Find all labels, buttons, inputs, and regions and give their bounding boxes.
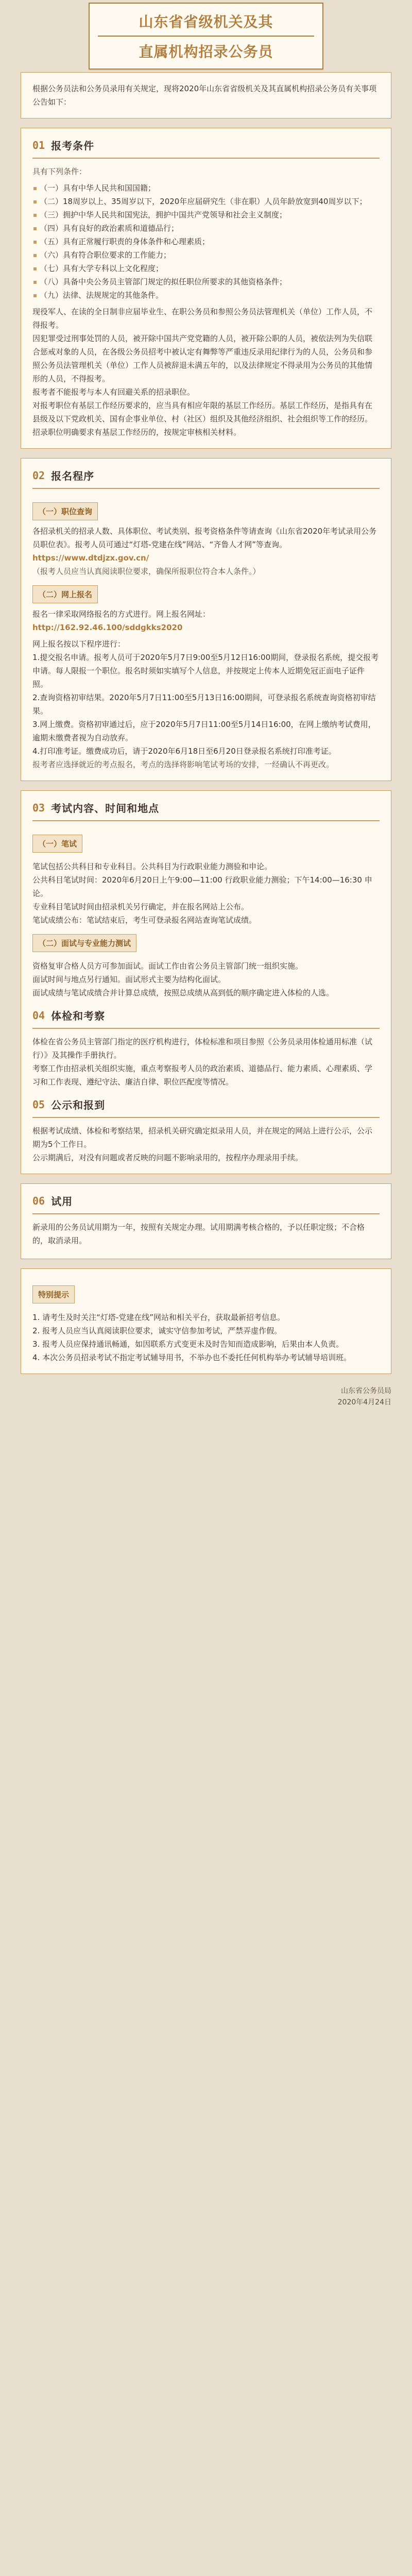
header-line2: 直属机构招录公务员 [139,43,273,60]
header [0,0,412,72]
section4-num: 04 [32,1009,45,1022]
bottom-spacer [0,1408,412,1429]
condition-5: （五）具有正常履行职责的身体条件和心理素质； [40,235,380,248]
section6-text: 新录用的公务员试用期为一年，按照有关规定办理。试用期满考核合格的，予以任职定级；不合格的，取消录用。 [32,1223,365,1245]
section4-texts [32,1035,380,1089]
section3 [21,790,391,1174]
section3-sub2: （二）面试与专业能力测试 [32,934,136,952]
section4-title: 体检和考察 [51,1010,106,1022]
s3-sub2-text-0: 资格复审合格人员方可参加面试。面试工作由省公务员主管部门统一组织实施。 [32,961,303,971]
s4-text-0: 体检在省公务员主管部门指定的医疗机构进行，体检标准和项目参照《公务员录用体检通用标准（试行）》及其操作手册执行。 [32,1037,373,1060]
s3-sub1-text-2: 专业科目笔试时间由招录机关另行确定，并在报名网站上公布。 [32,902,249,911]
section1-num: 01 [32,139,45,151]
sub2-line-0: 网上报名按以下程序进行： [32,639,126,649]
section5-head [32,1097,380,1118]
section1 [21,128,391,449]
section2-title: 报名程序 [51,470,95,482]
condition-7: （七）具有大学专科以上文化程度； [40,262,380,275]
s5-text-1: 公示期满后，对没有问题或者反映的问题不影响录用的，按程序办理录用手续。 [32,1153,303,1162]
section3-head [32,800,380,821]
section5-title: 公示和报到 [51,1099,106,1111]
special-item-0: 1. 请考生及时关注“灯塔-党建在线”网站和相关平台，获取最新招考信息。 [32,1313,285,1322]
section2-sub2: （二）网上报名 [32,585,98,603]
section2 [21,458,391,781]
section2-sub2-lines [32,637,380,758]
special-title: 特别提示 [32,1285,75,1303]
header-line1: 山东省省级机关及其 [139,13,273,30]
section2-sub1: （一）职位查询 [32,502,98,520]
s5-text-0: 根据考试成绩、体检和考察结果，招录机关研究确定拟录用人员，并在规定的网站上进行公示，公示期为5个工作日。 [32,1126,373,1149]
section2-head [32,468,380,489]
section1-title: 报考条件 [51,140,95,152]
title-divider [98,36,314,37]
section2-sub2-site[interactable]: http://162.92.46.100/sddgkks2020 [32,623,183,632]
section1-paras [32,305,380,439]
intro-text: 根据公务员法和公务员录用有关规定，现将2020年山东省省级机关及其直属机构招录公务员有关事项公告如下： [32,84,377,107]
signature [338,1385,391,1408]
section3-title: 考试内容、时间和地点 [51,802,160,815]
section1-conditions [32,181,380,302]
condition-8: （八）具备中央公务员主管部门规定的拟任职位所要求的其他资格条件； [40,275,380,289]
section1-para-5: 招录职位明确要求有基层工作经历的，按规定审核相关材料。 [32,428,242,437]
section3-sub2-texts [32,959,380,999]
special-tips [21,1268,391,1374]
section1-para-1: 现役军人、在读的全日制非应届毕业生、在职公务员和参照公务员法管理机关（单位）工作人员，不得报考。 [32,307,373,330]
section3-sub1-texts [32,860,380,927]
section5-texts [32,1124,380,1164]
s3-sub2-text-1: 面试时间与地点另行通知。面试形式主要为结构化面试。 [32,975,226,984]
section4-head [32,1008,380,1029]
title-box [89,3,323,70]
s4-text-1: 考察工作由招录机关组织实施，重点考察报考人员的政治素质、道德品行、能力素质、心理素质、学习和工作表现、遵纪守法、廉洁自律、职位匹配度等情况。 [32,1064,373,1087]
footer-org: 山东省公务员局 [341,1387,391,1395]
s3-sub1-text-3: 笔试成绩公布：笔试结束后，考生可登录报名网站查询笔试成绩。 [32,916,257,925]
special-item-1: 2. 报考人员应当认真阅读职位要求，诚实守信参加考试，严禁弄虚作假。 [32,1326,282,1335]
intro [21,72,391,118]
condition-6: （六）具有符合职位要求的工作能力； [40,248,380,262]
section5-num: 05 [32,1098,45,1111]
section1-conditions-heading: 具有下列条件： [32,167,87,176]
section6-title: 试用 [51,1195,73,1208]
section1-head [32,138,380,159]
footer [21,1385,391,1408]
section1-para-2: 因犯罪受过刑事处罚的人员，被开除中国共产党党籍的人员，被开除公职的人员，被依法列为失信联合惩戒对象的人员，在各级公务员招考中被认定有舞弊等严重违反录用纪律行为的人员，公务员和参照公务员法管理机关（单位）工作人员被辞退未满五年的，以及法律规定不得录用为公务员的其他情形的人员，不得报考。 [32,334,373,383]
special-item-3: 4. 本次公务员招录考试不指定考试辅导用书，不举办也不委托任何机构举办考试辅导培训班。 [32,1353,352,1362]
section2-sub1-note: （报考人员应当认真阅读职位要求，确保所报职位符合本人条件。） [32,567,261,576]
s3-sub2-text-2: 面试成绩与笔试成绩合并计算总成绩，按照总成绩从高到低的顺序确定进入体检的人选。 [32,988,334,997]
sub2-line-1: 1.提交报名申请。报考人员可于2020年5月7日9:00至5月12日16:00期间，登录报名系统，提交报考申请。每人限报一个职位。报名时须如实填写个人信息，并按规定上传本人近期免冠正面电子证件照。 [32,653,379,689]
s3-sub1-text-0: 笔试包括公共科目和专业科目。公共科目为行政职业能力测验和申论。 [32,862,272,871]
section1-para-3: 报考者不能报考与本人有回避关系的招录职位。 [32,387,195,397]
section6-head [32,1193,380,1214]
condition-9: （九）法律、法规规定的其他条件。 [40,289,380,302]
section2-num: 02 [32,469,45,482]
section2-sub2-note: 报考者应选择就近的考点报名，考点的选择将影响笔试考场的安排，一经确认不再更改。 [32,760,334,769]
special-item-2: 3. 报考人员应保持通讯畅通，如因联系方式变更未及时告知而造成影响，后果由本人负责。 [32,1340,344,1349]
section3-sub1: （一）笔试 [32,835,82,853]
sub2-line-2: 2.查询资格初审结果。2020年5月7日11:00至5月13日16:00期间，可登录报名系统查询资格初审结果。 [32,693,376,716]
section3-num: 03 [32,801,45,814]
sub2-line-3: 3.网上缴费。资格初审通过后，应于2020年5月7日11:00至5月14日16:00，在网上缴纳考试费用，逾期未缴费者视为自动放弃。 [32,720,376,742]
section6 [21,1183,391,1259]
section1-para-4: 对报考职位有基层工作经历要求的，应当具有相应年限的基层工作经历。基层工作经历，是指具有在县级及以下党政机关、国有企事业单位、村（社区）组织及其他经济组织、社会组织等工作的经历。 [32,401,373,423]
section2-sub1-text: 各招录机关的招录人数、具体职位、考试类别、报考资格条件等请查询《山东省2020年考试录用公务员职位表》。报考人员可通过“灯塔-党建在线”网站、“齐鲁人才网”等查询。 [32,527,377,549]
special-items [32,1311,380,1364]
condition-3: （三）拥护中华人民共和国宪法，拥护中国共产党领导和社会主义制度； [40,208,380,222]
condition-1: （一）具有中华人民共和国国籍； [40,181,380,195]
condition-4: （四）具有良好的政治素质和道德品行； [40,222,380,235]
footer-date: 2020年4月24日 [337,1398,391,1406]
s3-sub1-text-1: 公共科目笔试时间：2020年6月20日上午9:00—11:00 行政职业能力测验；下午14:00—16:30 申论。 [32,875,372,898]
section2-sub2-lead: 报名一律采取网络报名的方式进行。网上报名网址： [32,609,211,619]
condition-2: （二）18周岁以上、35周岁以下，2020年应届研究生（非在职）人员年龄放宽到40周岁以下； [40,195,380,208]
section6-num: 06 [32,1194,45,1207]
sub2-line-4: 4.打印准考证。缴费成功后，请于2020年6月18日至6月20日登录报名系统打印准考证。 [32,747,336,756]
section2-sub1-site[interactable]: https://www.dtdjzx.gov.cn/ [32,553,149,563]
